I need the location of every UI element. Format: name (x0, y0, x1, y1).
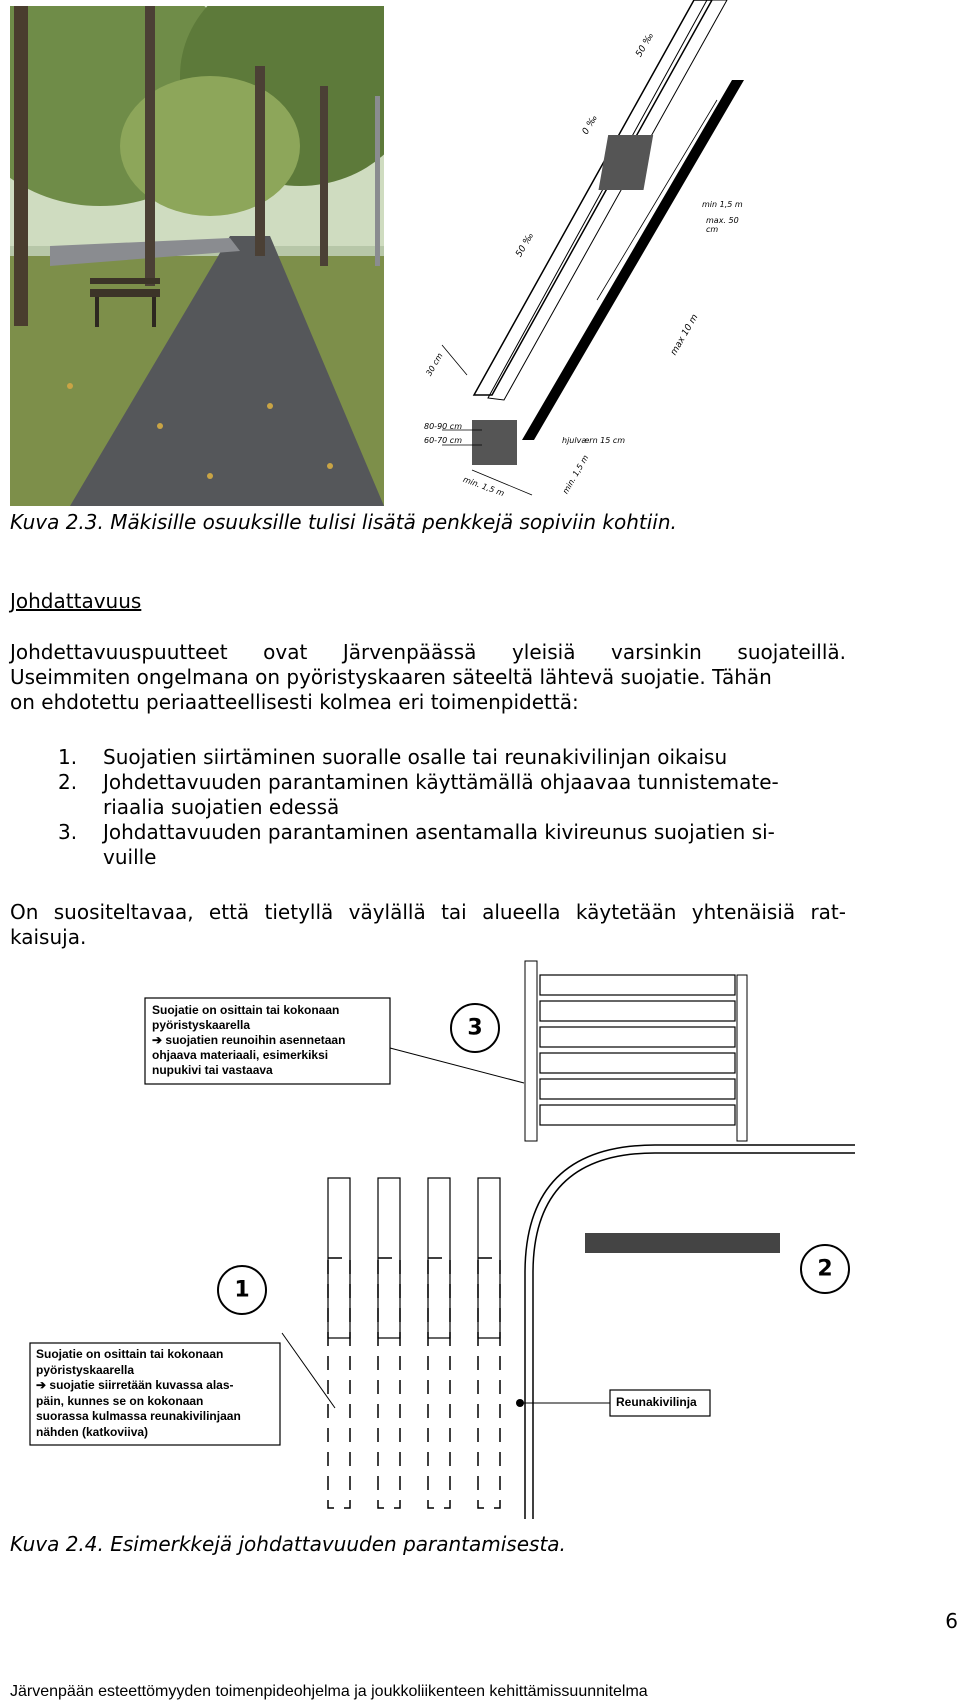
crossing-diagram (10, 953, 855, 1519)
note-line: suorassa kulmassa reunakivilinjaan (36, 1409, 241, 1423)
note-box-bottom (36, 1347, 241, 1440)
list-number: 2. (58, 770, 78, 794)
photo-illustration (10, 6, 384, 506)
marker-3: 3 (467, 1015, 483, 1041)
paragraph-line: On suositeltavaa, että tietyllä väylällä tai alueella käytetään yhtenäisiä rat- (10, 900, 846, 924)
note-line: pyöristyskaarella (36, 1362, 135, 1377)
ramp-label-min-a: min. 1,5 m (461, 474, 506, 499)
park-path-photo (10, 6, 384, 506)
ramp-label-min-b: min. 1,5 m (560, 453, 591, 496)
curb-line-label: Reunakivilinja (616, 1395, 697, 1409)
note-box-top (152, 1003, 345, 1078)
figure-2-caption: Kuva 2.4. Esimerkkejä johdattavuuden parantamisesta. (10, 1532, 566, 1556)
measures-list (10, 745, 850, 870)
paragraph-line: Johdettavuuspuutteet ovat Järvenpäässä yleisiä varsinkin suojateillä. (10, 640, 846, 664)
list-item (10, 745, 850, 770)
list-number: 1. (58, 745, 78, 769)
ramp-label-rail-6070: 60-70 cm (424, 436, 462, 445)
list-number: 3. (58, 820, 78, 844)
note-line: päin, kunnes se on kokonaan (36, 1393, 204, 1408)
paragraph-line: kaisuja. (10, 925, 87, 949)
paragraph-recommendation (10, 900, 846, 950)
ramp-label-rail-30: 30 cm (424, 351, 445, 378)
list-line: riaalia suojatien edessä (103, 795, 340, 819)
paragraph-line: on ehdotettu periaatteellisesti kolmea eri toimenpidettä: (10, 690, 579, 714)
list-line: Johdettavuuden parantaminen käyttämällä ohjaavaa tunnistemate- (103, 770, 779, 794)
ramp-label-max-gap: max. 50 cm (706, 216, 739, 234)
ramp-label-max-len: max 10 m (669, 312, 701, 358)
ramp-label-min-width: min 1,5 m (702, 200, 743, 209)
figure-1-caption: Kuva 2.3. Mäkisille osuuksille tulisi lisätä penkkejä sopiviin kohtiin. (10, 510, 677, 534)
list-line: vuille (103, 845, 157, 869)
list-item (10, 770, 850, 820)
ramp-label-rail-8090: 80-90 cm (424, 422, 462, 431)
ramp-drawing (422, 0, 752, 506)
paragraph-intro (10, 640, 846, 715)
note-line: Suojatie on osittain tai kokonaan (36, 1347, 224, 1361)
page-number: 6 (945, 1609, 958, 1633)
note-line: nupukivi tai vastaava (152, 1063, 273, 1077)
ramp-diagram (422, 0, 752, 506)
ramp-label-slope-mid: 50 ‰ (514, 231, 537, 259)
list-line: Johdattavuuden parantaminen asentamalla kivireunus suojatien si- (103, 820, 775, 844)
note-line: pyöristyskaarella (152, 1018, 251, 1032)
marker-1: 1 (234, 1277, 250, 1303)
section-heading: Johdattavuus (10, 589, 142, 613)
marker-2: 2 (817, 1256, 833, 1282)
page-footer: Järvenpään esteettömyyden toimenpideohjelma ja joukkoliikenteen kehittämissuunnitelma (10, 1683, 648, 1700)
ramp-label-slope-flat: 0 ‰ (580, 113, 600, 137)
note-line: ➔ suojatie siirretään kuvassa alas- (36, 1378, 234, 1392)
ramp-label-slope-top: 50 ‰ (634, 31, 657, 59)
note-line: ➔ suojatien reunoihin asennetaan (152, 1033, 346, 1047)
list-item (10, 820, 850, 870)
note-line: nähden (katkoviiva) (36, 1424, 149, 1439)
note-line: ohjaava materiaali, esimerkiksi (152, 1048, 329, 1062)
list-line: Suojatien siirtäminen suoralle osalle tai reunakivilinjan oikaisu (103, 745, 728, 769)
ramp-label-wheel: hjulværn 15 cm (562, 436, 626, 445)
note-line: Suojatie on osittain tai kokonaan (152, 1003, 340, 1017)
paragraph-line: Useimmiten ongelmana on pyöristyskaaren säteeltä lähtevä suojatie. Tähän (10, 665, 772, 689)
